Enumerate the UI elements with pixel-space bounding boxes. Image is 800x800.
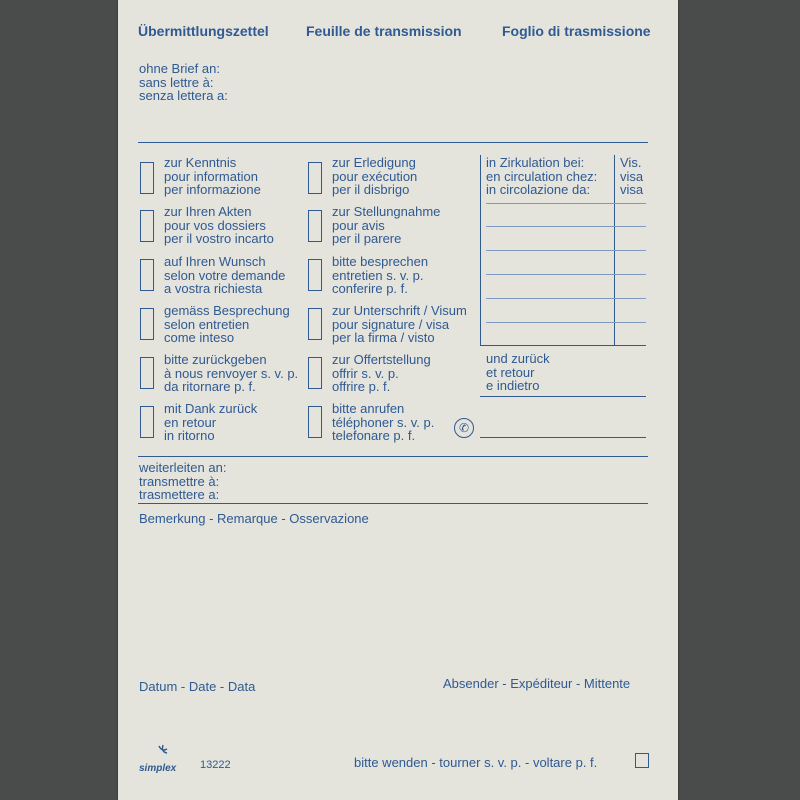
option-for-signature: zur Unterschrift / Visum pour signature / visa per la firma / visto [332, 303, 467, 345]
circulation-row[interactable] [486, 226, 646, 227]
checkbox-please-call[interactable] [308, 406, 322, 438]
circulation-bottom-border [480, 345, 646, 346]
remarks-label: Bemerkung - Remarque - Osservazione [139, 511, 369, 526]
phone-number-line[interactable] [480, 437, 646, 438]
circulation-row[interactable] [486, 298, 646, 299]
checkbox-for-information[interactable] [140, 162, 154, 194]
brand-name: simplex [139, 763, 177, 774]
checkbox-for-action[interactable] [308, 162, 322, 194]
option-for-action: zur Erledigung pour exécution per il disbrigo [332, 155, 418, 197]
title-it: Foglio di trasmissione [502, 23, 651, 39]
checkbox-for-signature[interactable] [308, 308, 322, 340]
option-for-your-files: zur Ihren Akten pour vos dossiers per il vostro incarto [164, 204, 274, 246]
checkbox-please-discuss[interactable] [308, 259, 322, 291]
title-de: Übermittlungszettel [138, 23, 269, 39]
circulation-row[interactable] [486, 322, 646, 323]
checkbox-as-discussed[interactable] [140, 308, 154, 340]
return-label: und zurück et retour e indietro [486, 351, 550, 393]
logo-mark-icon [139, 744, 179, 758]
turn-over-box[interactable] [635, 753, 649, 768]
forward-top-line [138, 456, 648, 457]
return-line [480, 396, 646, 397]
option-please-call: bitte anrufen téléphoner s. v. p. telefonare p. f. [332, 401, 435, 443]
option-returned-with-thanks: mit Dank zurück en retour in ritorno [164, 401, 258, 443]
circulation-left-border [480, 155, 481, 345]
forward-address-line[interactable] [138, 503, 648, 504]
checkbox-at-your-request[interactable] [140, 259, 154, 291]
checkbox-for-quotation[interactable] [308, 357, 322, 389]
circulation-label: in Zirkulation bei: en circulation chez: in circolazione da: [486, 155, 598, 197]
turn-over-label: bitte wenden - tourner s. v. p. - voltare p. f. [354, 755, 598, 770]
option-for-comment: zur Stellungnahme pour avis per il parere [332, 204, 441, 246]
circulation-row[interactable] [486, 274, 646, 275]
option-as-discussed: gemäss Besprechung selon entretien come inteso [164, 303, 290, 345]
visa-label: Vis. visa visa [620, 155, 644, 197]
simplex-logo [139, 744, 179, 774]
date-label: Datum - Date - Data [139, 679, 256, 694]
circulation-row[interactable] [486, 203, 646, 204]
option-please-return: bitte zurückgeben à nous renvoyer s. v. p. da ritornare p. f. [164, 352, 299, 394]
phone-icon: ✆ [454, 418, 474, 438]
checkbox-for-comment[interactable] [308, 210, 322, 242]
forward-to-label: weiterleiten an: transmettre à: trasmettere a: [139, 460, 227, 502]
checkbox-for-your-files[interactable] [140, 210, 154, 242]
option-for-quotation: zur Offertstellung offrir s. v. p. offrire p. f. [332, 352, 431, 394]
transmission-slip [118, 0, 678, 800]
option-please-discuss: bitte besprechen entretien s. v. p. conferire p. f. [332, 254, 429, 296]
without-letter-label: ohne Brief an: sans lettre à: senza lettera a: [139, 61, 228, 103]
option-for-information: zur Kenntnis pour information per informazione [164, 155, 261, 197]
sender-label: Absender - Expéditeur - Mittente [443, 676, 631, 691]
circulation-row[interactable] [486, 250, 646, 251]
form-number: 13222 [200, 759, 231, 771]
option-at-your-request: auf Ihren Wunsch selon votre demande a vostra richiesta [164, 254, 286, 296]
checkbox-returned-with-thanks[interactable] [140, 406, 154, 438]
checkbox-please-return[interactable] [140, 357, 154, 389]
title-fr: Feuille de transmission [306, 23, 462, 39]
address-line[interactable] [138, 142, 648, 143]
